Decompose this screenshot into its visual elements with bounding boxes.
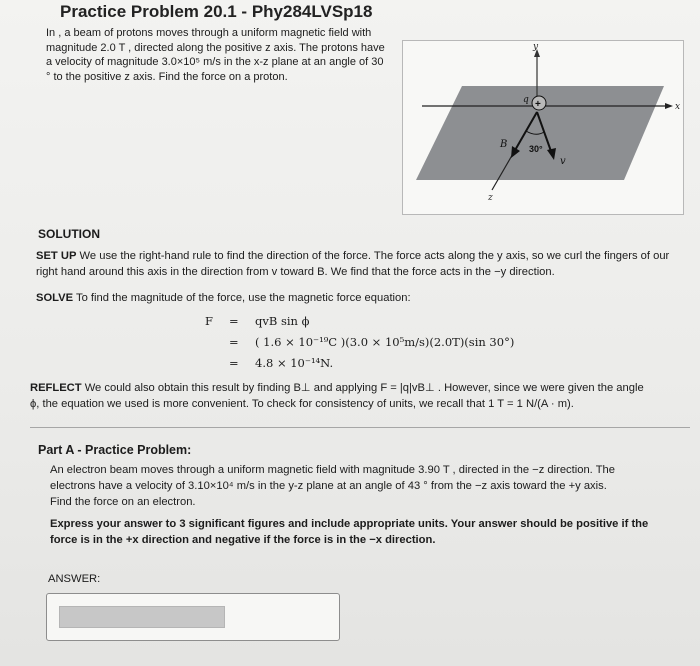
part-a-heading: Part A - Practice Problem: [38, 443, 192, 457]
instructions-line-2: force is in the +x direction and negative if the force is in the −x direction. [50, 534, 436, 546]
force-diagram [402, 40, 684, 215]
solve-label: SOLVE [36, 292, 74, 304]
solve-text: To find the magnitude of the force, use the magnetic force equation: [76, 292, 411, 304]
eq-lhs: F [205, 314, 213, 328]
page-title: Practice Problem 20.1 - Phy284LVSp18 [60, 2, 373, 21]
eq-sign-1: = [229, 314, 239, 328]
answer-box[interactable] [46, 593, 340, 641]
answer-label: ANSWER: [48, 573, 101, 585]
setup-line-2: right hand around this axis in the direction from v toward B. We find that the force acts in the −y direction. [36, 266, 555, 278]
eq-sign-3: = [229, 356, 239, 370]
angle-label: 30° [529, 144, 543, 154]
eq-line-2: ( 1.6 × 10⁻¹⁹C )(3.0 × 10⁵m/s)(2.0T)(sin 30°) [255, 335, 515, 349]
z-axis-label: z [488, 193, 493, 203]
setup-label: SET UP [36, 250, 77, 262]
plus-sign: + [535, 99, 541, 110]
reflect-label: REFLECT [30, 382, 82, 394]
intro-line-4: ° to the positive z axis. Find the force on a proton. [46, 70, 288, 83]
eq-sign-2: = [229, 335, 239, 349]
setup-line-1: We use the right-hand rule to find the direction of the force. The force acts along the y axis, so we curl the fingers of our [79, 250, 670, 262]
reflect-line-2: ϕ, the equation we used is more convenient. To check for consistency of units, we recall that 1 T = 1 N/(A · m). [30, 398, 574, 410]
y-axis-label: y [533, 42, 539, 52]
intro-line-1: In , a beam of protons moves through a uniform magnetic field with [46, 27, 372, 39]
eq-line-3: 4.8 × 10⁻¹⁴N. [255, 356, 334, 370]
eq-line-1: qvB sin ϕ [255, 314, 310, 328]
solution-heading: SOLUTION [38, 227, 100, 241]
reflect-line-1: We could also obtain this result by finding B⊥ and applying F = |q|vB⊥ . However, since we were given the angle [84, 382, 644, 394]
answer-input[interactable] [59, 606, 225, 628]
intro-line-3: a velocity of magnitude 3.0×10⁵ m/s in the x-z plane at an angle of 30 [46, 56, 384, 68]
b-label: B [500, 139, 508, 150]
part-a-question [50, 462, 690, 510]
solve-paragraph [36, 290, 411, 306]
instructions-line-1: Express your answer to 3 significant figures and include appropriate units. Your answer should be positive if the [50, 518, 649, 530]
part-a-line-2: electrons have a velocity of 3.10×10⁴ m/s in the y-z plane at an angle of 43 ° from the −z axis toward the +y axis. [50, 480, 607, 492]
part-a-line-1: An electron beam moves through a uniform magnetic field with magnitude 3.90 T , directed in the −z direction. The [50, 464, 615, 476]
section-divider [30, 427, 690, 428]
setup-paragraph [36, 248, 686, 280]
part-a-line-3: Find the force on an electron. [50, 496, 196, 508]
v-label: v [560, 156, 566, 167]
problem-intro [46, 26, 398, 84]
answer-instructions [50, 516, 690, 548]
reflect-paragraph [30, 380, 690, 412]
intro-line-2: magnitude 2.0 T , directed along the positive z axis. The protons have [46, 41, 385, 54]
q-label: q [523, 95, 529, 105]
x-axis-label: x [675, 102, 681, 112]
